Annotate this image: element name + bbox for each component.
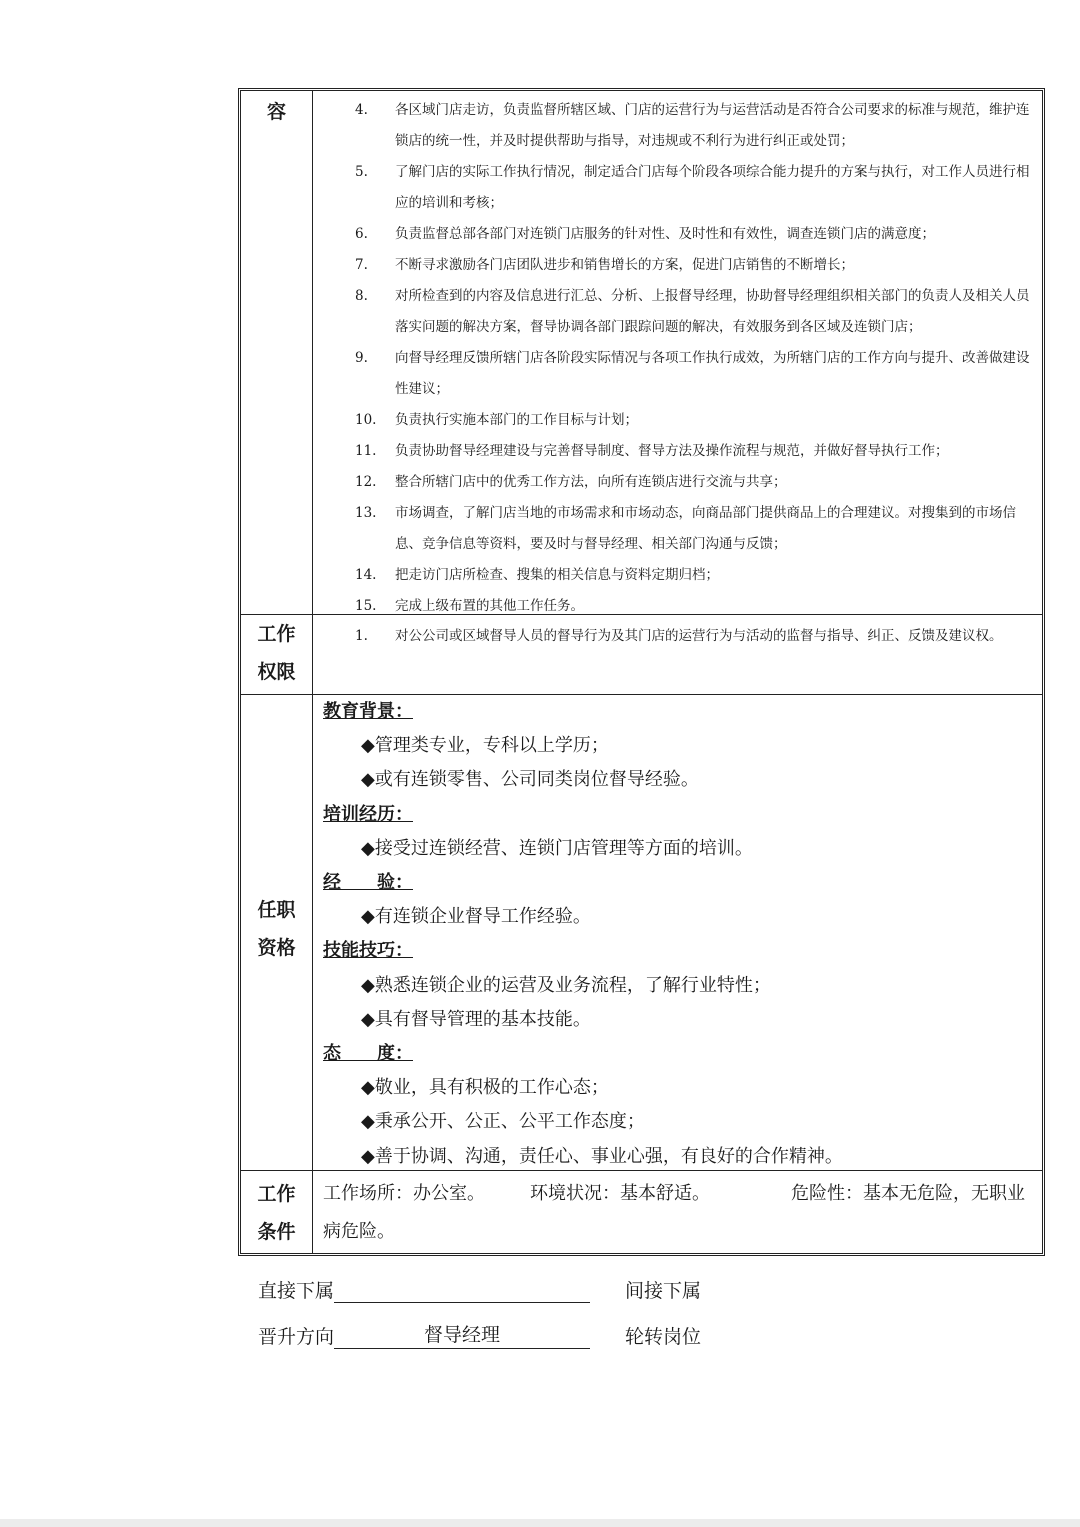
list-item xyxy=(313,498,1034,560)
list-item xyxy=(313,157,1034,219)
attitude-item: ◆善于协调、沟通，责任心、事业心强，有良好的合作精神。 xyxy=(361,1145,843,1167)
list-item xyxy=(313,436,1034,467)
list-item xyxy=(313,621,1034,652)
direct-subordinate-label: 直接下属 xyxy=(258,1280,335,1302)
duties-content xyxy=(313,91,1042,614)
item-number: 13. xyxy=(355,505,377,521)
item-text: 了解门店的实际工作执行情况，制定适合门店每个阶段各项综合能力提升的方案与执行，对工作人员进行相应的培训和考核； xyxy=(395,164,1030,211)
authority-content xyxy=(313,615,1042,694)
indirect-subordinate-label: 间接下属 xyxy=(625,1280,702,1302)
item-number: 4. xyxy=(355,102,368,118)
item-number: 7. xyxy=(355,257,368,273)
experience-item: ◆有连锁企业督导工作经验。 xyxy=(361,906,591,928)
item-number: 8. xyxy=(355,288,368,304)
list-item xyxy=(313,219,1034,250)
direct-subordinate-field xyxy=(258,1276,590,1303)
item-text: 对公公司或区域督导人员的督导行为及其门店的运营行为与活动的监督与指导、纠正、反馈及建议权。 xyxy=(395,628,1003,644)
list-item xyxy=(313,560,1034,591)
direct-subordinate-value xyxy=(334,1276,590,1303)
item-text: 对所检查到的内容及信息进行汇总、分析、上报督导经理，协助督导经理组织相关部门的负责人及相关人员落实问题的解决方案，督导协调各部门跟踪问题的解决，有效服务到各区域及连锁门店； xyxy=(395,288,1030,335)
item-number: 14. xyxy=(355,567,377,583)
authority-row xyxy=(241,615,1042,695)
item-text: 完成上级布置的其他工作任务。 xyxy=(395,598,584,614)
list-item xyxy=(313,467,1034,498)
skills-heading: 技能技巧： xyxy=(323,940,413,962)
item-number: 9. xyxy=(355,350,368,366)
conditions-text: 工作场所：办公室。 环境状况：基本舒适。 危险性：基本无危险，无职业病危险。 xyxy=(323,1183,1025,1242)
promotion-field xyxy=(258,1322,590,1349)
authority-list xyxy=(313,621,1034,652)
item-text: 整合所辖门店中的优秀工作方法，向所有连锁店进行交流与共享； xyxy=(395,474,787,490)
item-text: 市场调查，了解门店当地的市场需求和市场动态，向商品部门提供商品上的合理建议。对搜集到的市场信息、竞争信息等资料，要及时与督导经理、相关部门沟通与反馈； xyxy=(395,505,1016,552)
qualification-content xyxy=(313,695,1042,1170)
conditions-label: 工作 条件 xyxy=(241,1171,313,1253)
duties-list xyxy=(313,95,1034,622)
item-text: 不断寻求激励各门店团队进步和销售增长的方案，促进门店销售的不断增长； xyxy=(395,257,854,273)
attitude-item: ◆秉承公开、公正、公平工作态度； xyxy=(361,1111,645,1133)
attitude-heading: 态 度： xyxy=(323,1043,413,1065)
skills-item: ◆具有督导管理的基本技能。 xyxy=(361,1008,591,1030)
training-heading: 培训经历： xyxy=(323,803,413,825)
item-text: 把走访门店所检查、搜集的相关信息与资料定期归档； xyxy=(395,567,719,583)
item-number: 15. xyxy=(355,598,377,614)
item-number: 6. xyxy=(355,226,368,242)
experience-heading: 经 验： xyxy=(323,872,413,894)
item-text: 向督导经理反馈所辖门店各阶段实际情况与各项工作执行成效，为所辖门店的工作方向与提升、改善做建设性建议； xyxy=(395,350,1030,397)
duties-label: 容 xyxy=(241,91,313,614)
page-bottom-edge xyxy=(0,1519,1080,1527)
item-text: 负责协助督导经理建设与完善督导制度、督导方法及操作流程与规范，并做好督导执行工作； xyxy=(395,443,949,459)
qualification-label: 任职 资格 xyxy=(241,695,313,1170)
item-text: 各区域门店走访，负责监督所辖区域、门店的运营行为与运营活动是否符合公司要求的标准与规范，维护连锁店的统一性，并及时提供帮助与指导，对违规或不利行为进行纠正或处罚； xyxy=(395,102,1030,149)
list-item xyxy=(313,250,1034,281)
item-number: 1. xyxy=(355,628,368,644)
item-number: 5. xyxy=(355,164,368,180)
conditions-row xyxy=(241,1171,1042,1253)
qualification-row xyxy=(241,695,1042,1171)
authority-label: 工作 权限 xyxy=(241,615,313,694)
conditions-content xyxy=(313,1171,1042,1253)
item-text: 负责监督总部各部门对连锁门店服务的针对性、及时性和有效性，调查连锁门店的满意度； xyxy=(395,226,935,242)
list-item xyxy=(313,343,1034,405)
item-number: 11. xyxy=(355,443,377,459)
list-item xyxy=(313,281,1034,343)
skills-item: ◆熟悉连锁企业的运营及业务流程，了解行业特性； xyxy=(361,974,771,996)
duties-row xyxy=(241,91,1042,615)
item-text: 负责执行实施本部门的工作目标与计划； xyxy=(395,412,638,428)
promotion-value: 督导经理 xyxy=(334,1322,590,1349)
job-description-table xyxy=(238,88,1045,1256)
list-item xyxy=(313,95,1034,157)
education-heading: 教育背景： xyxy=(323,701,413,722)
promotion-label: 晋升方向 xyxy=(258,1326,335,1348)
rotation-label: 轮转岗位 xyxy=(625,1326,702,1348)
qualification-list xyxy=(323,695,843,1174)
education-item: ◆或有连锁零售、公司同类岗位督导经验。 xyxy=(361,769,699,791)
training-item: ◆接受过连锁经营、连锁门店管理等方面的培训。 xyxy=(361,837,753,859)
education-item: ◆管理类专业，专科以上学历； xyxy=(361,735,609,757)
item-number: 10. xyxy=(355,412,377,428)
list-item xyxy=(313,405,1034,436)
item-number: 12. xyxy=(355,474,377,490)
attitude-item: ◆敬业，具有积极的工作心态； xyxy=(361,1077,609,1099)
